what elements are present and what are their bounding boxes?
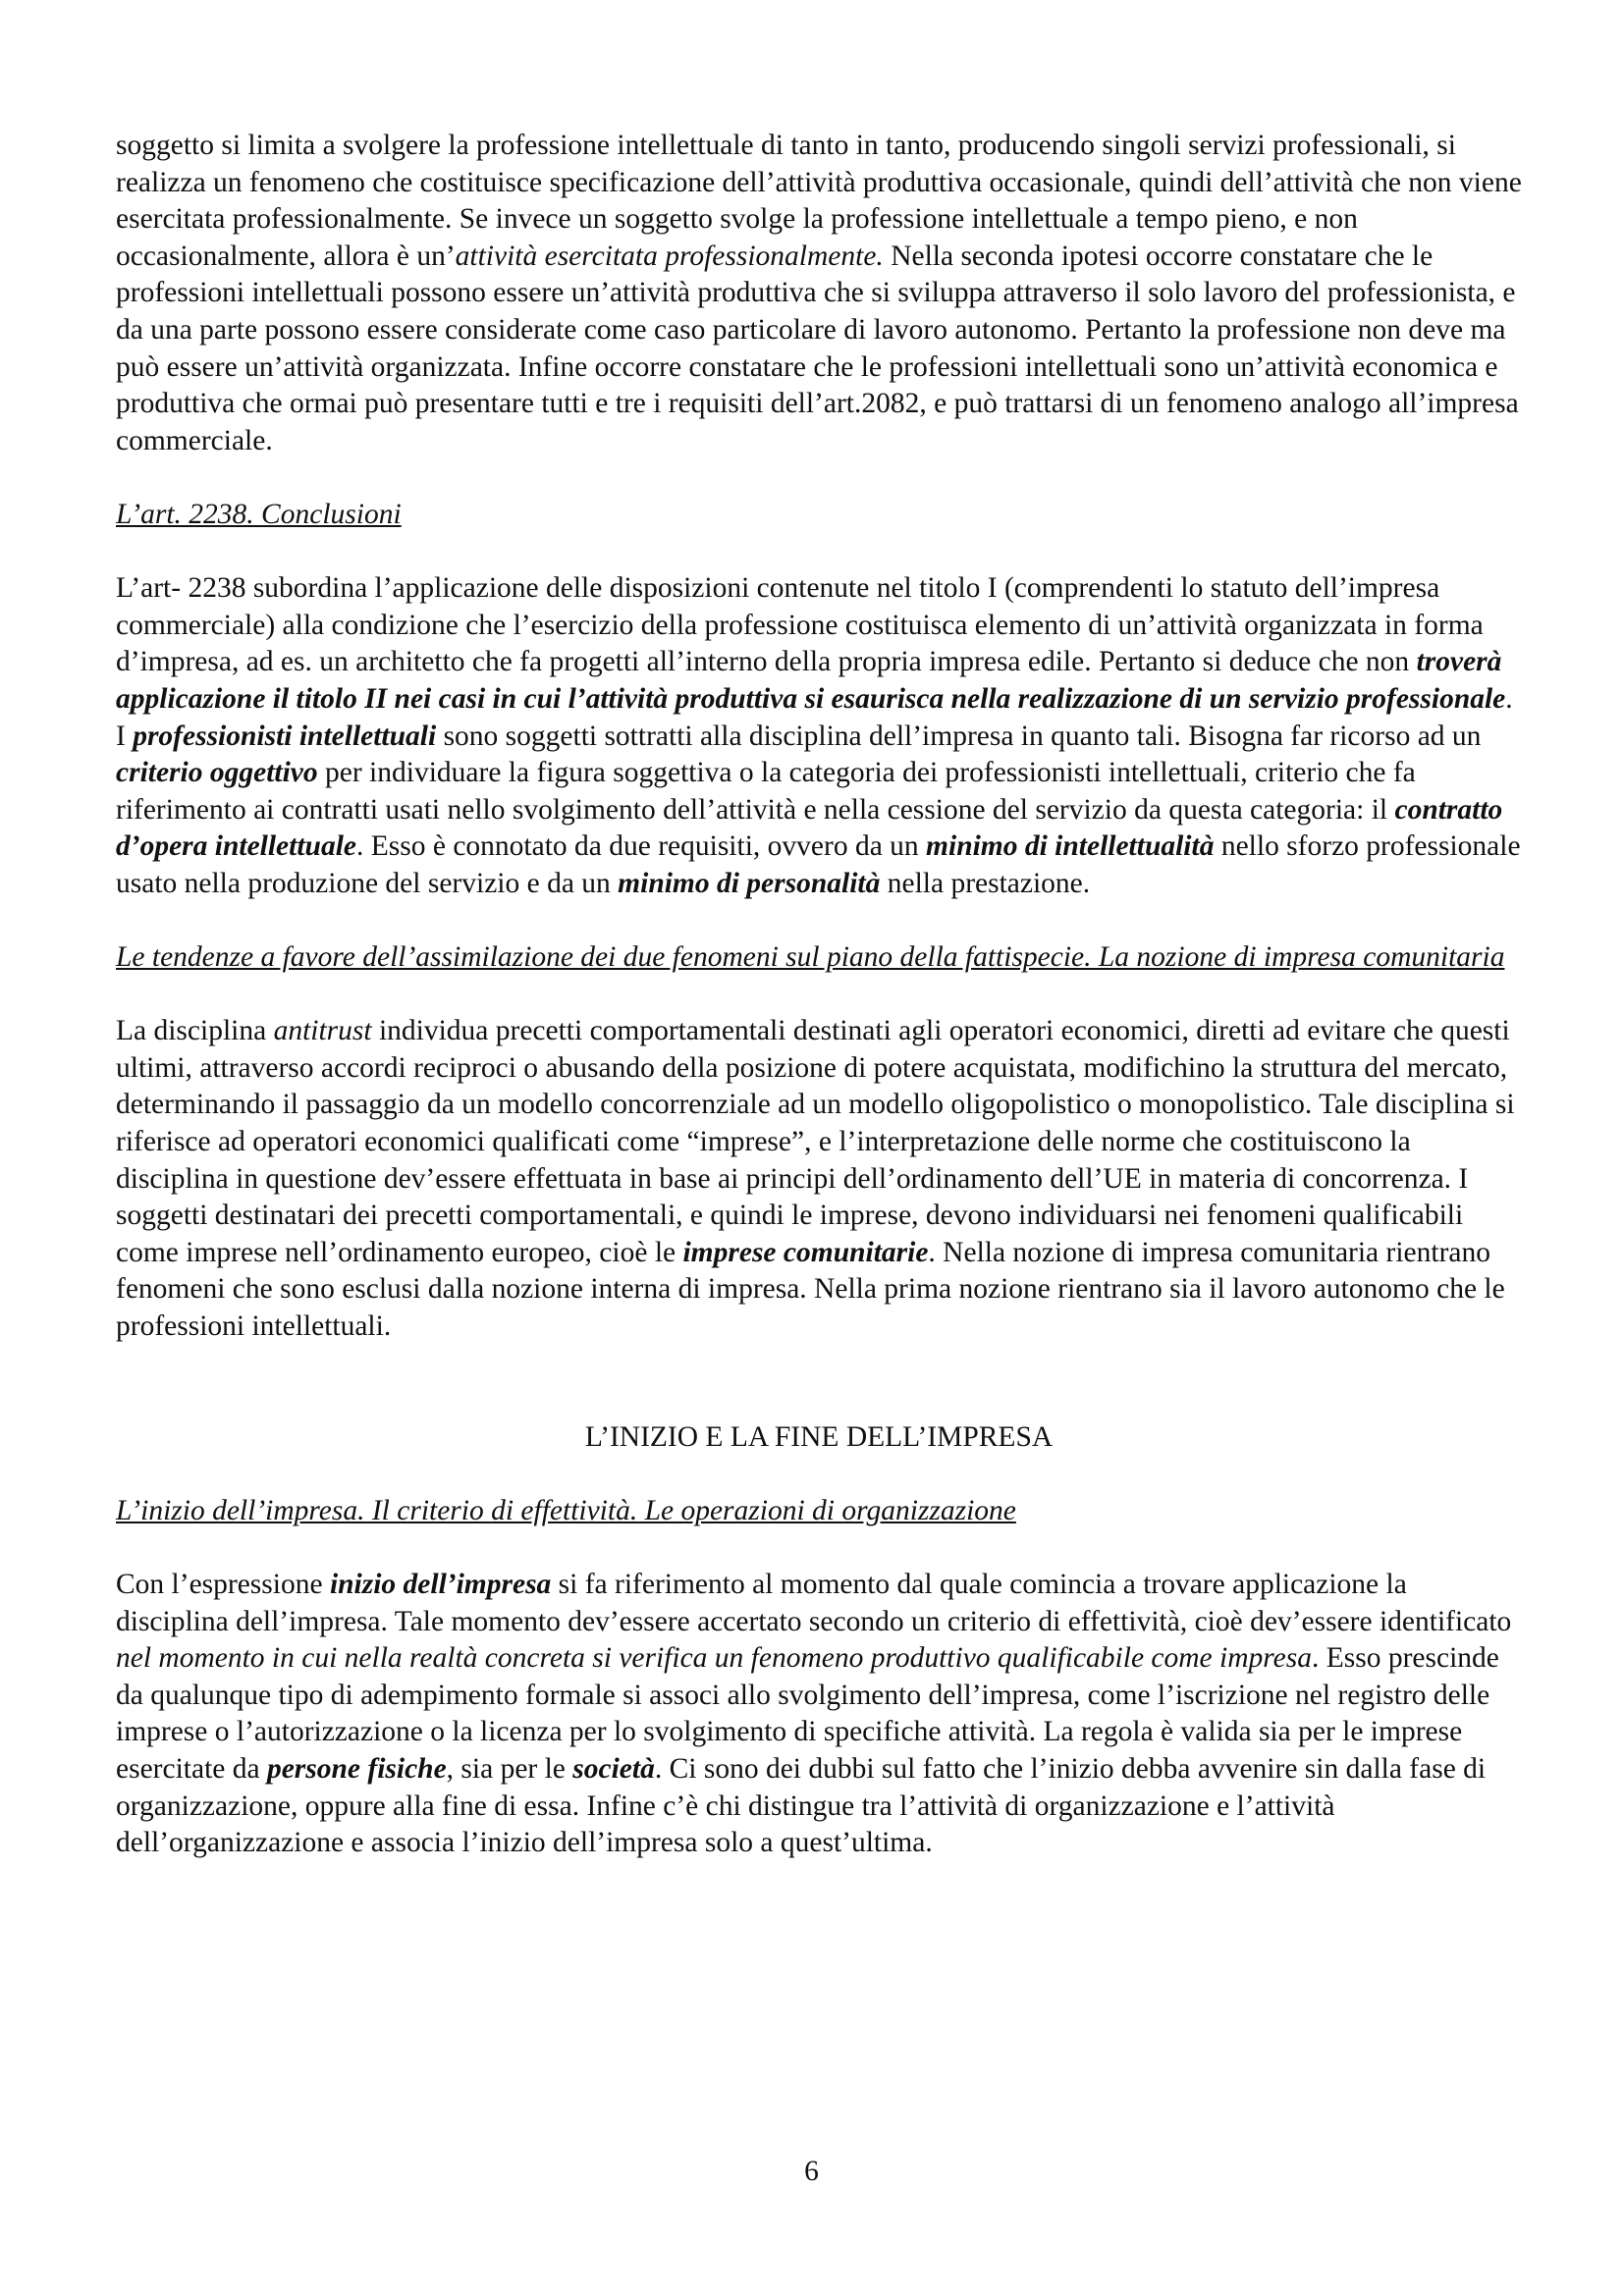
section-heading-inizio: L’inizio dell’impresa. Il criterio di effettività. Le operazioni di organizzazione (116, 1494, 1016, 1526)
bold-italic-run: minimo di personalità (618, 867, 881, 899)
text-run: Nella seconda ipotesi occorre constatare che le professioni intellettuali possono essere un’attività produttiva che si sviluppa attraverso il solo lavoro del professionista, e da una parte possono essere considerate come caso particolare di lavoro autonomo. Pertanto la professione non deve ma può essere un’attività organizzata. Infine occorre constatare che le professioni intellettuali sono un’attività economica e produttiva che ormai può presentare tutti e tre i requisiti dell’art.2082, e può trattarsi di un fenomeno analogo all’impresa commerciale. (116, 240, 1519, 456)
italic-run: attività esercitata professionalmente. (455, 240, 884, 272)
page-content (116, 128, 1522, 1862)
bold-italic-run: imprese comunitarie (682, 1236, 929, 1268)
text-run: soggetto si limita a svolgere la professione intellettuale di tanto in tanto, producendo singoli servizi professionali, si realizza un fenomeno che costituisce specificazione dell’attività produttiva occasionale, quindi dell’attività che non viene esercitata professionalmente. Se invece un soggetto svolge la professione intellettuale a tempo pieno, e non occasionalmente, allora è un’ (116, 130, 1522, 272)
paragraph-antitrust (116, 1013, 1522, 1345)
text-run: I (116, 720, 134, 752)
bold-italic-run: professionisti intellettuali (133, 720, 437, 752)
chapter-title: L’INIZIO E LA FINE DELL’IMPRESA (584, 1420, 1054, 1453)
text-run: . Esso è connotato da due requisiti, ovvero da un (356, 830, 927, 863)
bold-italic-run: società (572, 1752, 655, 1785)
bold-italic-run: persone fisiche (266, 1752, 447, 1785)
paragraph-inizio (116, 1567, 1522, 1862)
text-run: per individuare la figura soggettiva o la categoria dei professionisti intellettuali, criterio che fa riferimento ai contratti usati nello svolgimento dell’attività e nella cessione del servizio da questa categoria: il (116, 757, 1416, 826)
text-run: . Nella nozione di impresa comunitaria rientrano fenomeni che sono esclusi dalla nozione interna di impresa. Nella prima nozione rientrano sia il lavoro autonomo che le professioni intellettuali. (116, 1236, 1505, 1342)
bold-italic-run: inizio dell’impresa (329, 1568, 552, 1600)
intro-paragraph (116, 128, 1522, 459)
text-run: individua precetti comportamentali destinati agli operatori economici, diretti ad evitare che questi ultimi, attraverso accordi reciproci o abusando della posizione di potere acquistata, modifichino la struttura del mercato, determinando il passaggio da un modello concorrenziale ad un modello oligopolistico o monopolistico. Tale disciplina si riferisce ad operatori economici qualificati come “imprese”, e l’interpretazione delle norme che costituiscono la disciplina in questione dev’essere effettuata in base ai principi dell’ordinamento dell’UE in materia di concorrenza. I soggetti destinatari dei precetti comportamentali, e quindi le imprese, devono individuarsi nei fenomeni qualificabili come imprese nell’ordinamento europeo, cioè le (116, 1015, 1515, 1268)
text-run: Con l’espressione (116, 1568, 330, 1600)
paragraph-2238-first (116, 570, 1522, 718)
page-number: 6 (804, 2156, 819, 2187)
text-run: La disciplina (116, 1015, 274, 1047)
bold-italic-run: troverà applicazione il titolo II nei casi in cui l’attività produttiva si esaurisca nella realizzazione di un servizio professionale (116, 646, 1506, 715)
text-run: L’art- 2238 subordina l’applicazione delle disposizioni contenute nel titolo I (comprendenti lo statuto dell’impresa commerciale) alla condizione che l’esercizio della professione costituisca elemento di un’attività organizzata in forma d’impresa, ad es. un architetto che fa progetti all’interno della propria impresa edile. Pertanto si deduce che non (116, 572, 1484, 678)
section-heading-tendenze: Le tendenze a favore dell’assimilazione dei due fenomeni sul piano della fattispecie. La nozione di impresa comunitaria (116, 941, 1505, 974)
italic-run: antitrust (273, 1015, 372, 1047)
text-run: nella prestazione. (880, 867, 1091, 899)
paragraph-2238-second (116, 719, 1522, 903)
text-run: sono soggetti sottratti alla disciplina dell’impresa in quanto tali. Bisogna far ricorso ad un (436, 720, 1482, 752)
text-run: , sia per le (446, 1752, 573, 1785)
section-heading-art-2238: L’art. 2238. Conclusioni (116, 498, 402, 530)
italic-run: nel momento in cui nella realtà concreta si verifica un fenomeno produttivo qualificabile come impresa (116, 1642, 1312, 1675)
text-run: . Esso prescinde da qualunque tipo di adempimento formale si associ allo svolgimento dell’impresa, come l’iscrizione nel registro delle imprese o l’autorizzazione o la licenza per lo svolgimento di specifiche attività. La regola è valida sia per le imprese esercitate da (116, 1642, 1499, 1785)
text-run: nello sforzo professionale usato nella produzione del servizio e da un (116, 830, 1521, 899)
bold-italic-run: minimo di intellettualità (926, 830, 1215, 863)
text-run: . (1505, 682, 1513, 715)
text-run: si fa riferimento al momento dal quale comincia a trovare applicazione la disciplina dell’impresa. Tale momento dev’essere accertato secondo un criterio di effettività, cioè dev’essere identificato (116, 1568, 1512, 1637)
text-run: . Ci sono dei dubbi sul fatto che l’inizio debba avvenire sin dalla fase di organizzazione, oppure alla fine di essa. Infine c’è chi distingue tra l’attività di organizzazione e l’attività dell’organizzazione e associa l’inizio dell’impresa solo a quest’ultima. (116, 1752, 1487, 1859)
bold-italic-run: criterio oggettivo (116, 757, 318, 789)
bold-italic-run: contratto d’opera intellettuale (116, 793, 1503, 863)
